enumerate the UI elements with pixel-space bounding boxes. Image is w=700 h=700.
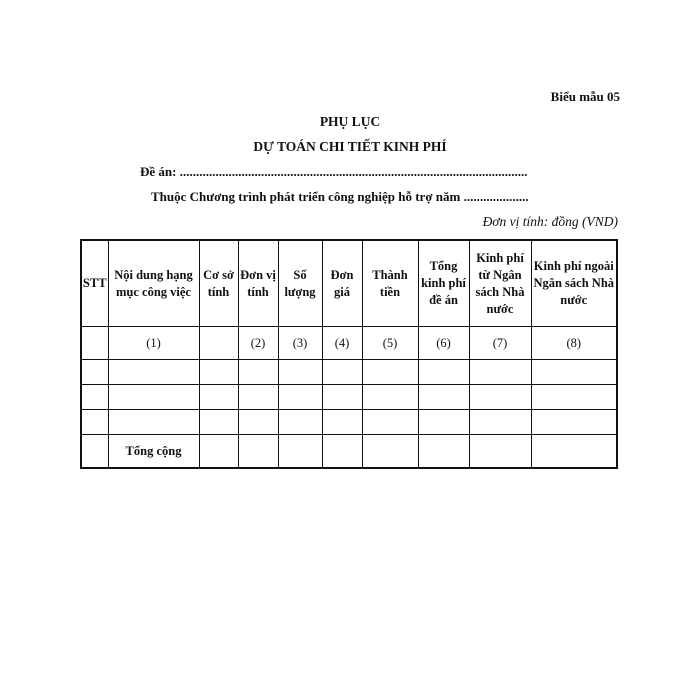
column-number-cell — [199, 327, 238, 360]
table-cell[interactable] — [322, 435, 362, 469]
table-cell[interactable] — [278, 360, 322, 385]
table-cell[interactable] — [322, 385, 362, 410]
project-line: Đề án: ........................................................................................................... — [140, 164, 528, 179]
table-cell[interactable] — [108, 385, 199, 410]
table-row — [81, 410, 617, 435]
table-row — [81, 360, 617, 385]
header-cell: Cơ sở tính — [199, 240, 238, 327]
table-cell[interactable] — [199, 435, 238, 469]
column-number-cell: (1) — [108, 327, 199, 360]
form-label: Biểu mẫu 05 — [550, 89, 620, 104]
table-cell[interactable] — [531, 410, 617, 435]
column-number-cell — [81, 327, 108, 360]
table-cell[interactable] — [418, 410, 469, 435]
table-cell[interactable] — [469, 410, 531, 435]
table-cell[interactable] — [238, 435, 278, 469]
table-cell[interactable] — [199, 410, 238, 435]
appendix-title: PHỤ LỤC — [319, 114, 381, 129]
table-cell[interactable] — [362, 360, 418, 385]
budget-table — [80, 239, 618, 469]
table-cell[interactable] — [469, 385, 531, 410]
table-cell[interactable] — [418, 360, 469, 385]
header-cell: Thành tiền — [362, 240, 418, 327]
header-cell: Kinh phí ngoài Ngân sách Nhà nước — [531, 240, 617, 327]
table-cell[interactable] — [81, 435, 108, 469]
header-cell: Số lượng — [278, 240, 322, 327]
table-cell[interactable] — [199, 360, 238, 385]
column-number-row — [81, 327, 617, 360]
table-cell[interactable] — [418, 385, 469, 410]
column-number-cell: (7) — [469, 327, 531, 360]
table-row — [81, 385, 617, 410]
unit-line: Đơn vị tính: đồng (VND) — [482, 214, 618, 229]
column-number-cell: (4) — [322, 327, 362, 360]
column-number-cell: (5) — [362, 327, 418, 360]
table-cell[interactable] — [362, 385, 418, 410]
table-cell[interactable] — [418, 435, 469, 469]
column-number-cell: (6) — [418, 327, 469, 360]
table-cell[interactable] — [531, 435, 617, 469]
header-row — [81, 240, 617, 327]
header-cell: Tổng kinh phí đề án — [418, 240, 469, 327]
table-cell[interactable] — [531, 360, 617, 385]
table-cell[interactable] — [322, 360, 362, 385]
table-cell[interactable] — [469, 435, 531, 469]
table-cell[interactable] — [81, 385, 108, 410]
table-cell[interactable] — [362, 410, 418, 435]
table-cell[interactable] — [199, 385, 238, 410]
table-cell[interactable] — [238, 360, 278, 385]
column-number-cell: (8) — [531, 327, 617, 360]
column-number-cell: (2) — [238, 327, 278, 360]
program-line: Thuộc Chương trình phát triển công nghiệp hỗ trợ năm .................... — [151, 189, 529, 204]
table-cell[interactable] — [81, 360, 108, 385]
table-cell[interactable] — [108, 360, 199, 385]
table-cell[interactable] — [278, 410, 322, 435]
total-label: Tổng cộng — [108, 435, 199, 469]
header-cell: Đơn giá — [322, 240, 362, 327]
table-cell[interactable] — [278, 435, 322, 469]
header-cell: Kinh phí từ Ngân sách Nhà nước — [469, 240, 531, 327]
table-cell[interactable] — [108, 410, 199, 435]
table-cell[interactable] — [362, 435, 418, 469]
table-cell[interactable] — [81, 410, 108, 435]
table-cell[interactable] — [469, 360, 531, 385]
total-row — [81, 435, 617, 469]
table-cell[interactable] — [322, 410, 362, 435]
table-cell[interactable] — [531, 385, 617, 410]
table-cell[interactable] — [238, 385, 278, 410]
header-cell: Nội dung hạng mục công việc — [108, 240, 199, 327]
table-cell[interactable] — [278, 385, 322, 410]
header-cell: Đơn vị tính — [238, 240, 278, 327]
header-cell: STT — [81, 240, 108, 327]
column-number-cell: (3) — [278, 327, 322, 360]
document-title: DỰ TOÁN CHI TIẾT KINH PHÍ — [253, 139, 447, 154]
table-cell[interactable] — [238, 410, 278, 435]
